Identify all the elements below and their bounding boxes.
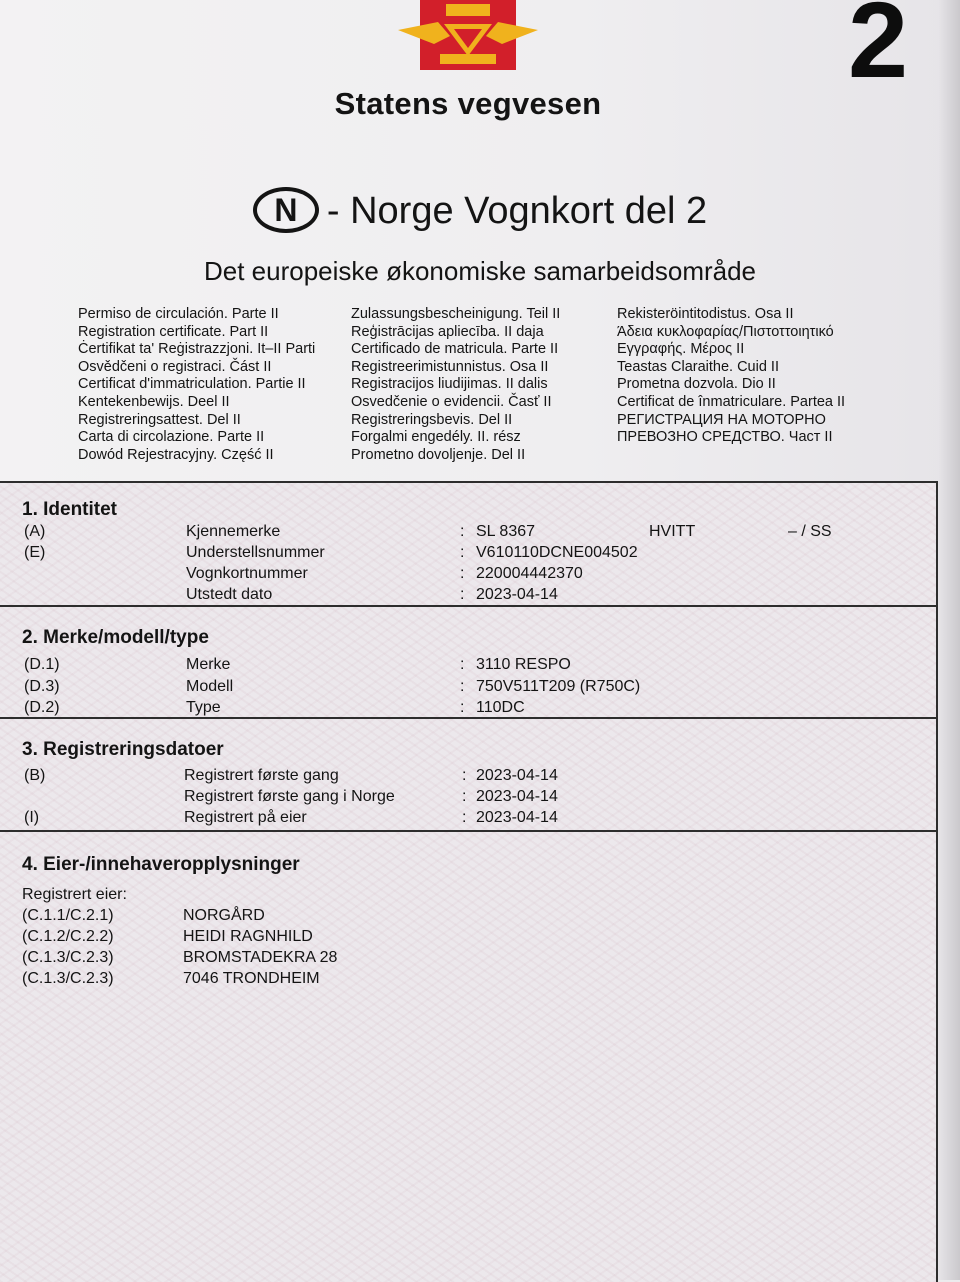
field-row bbox=[0, 767, 936, 789]
field-row bbox=[0, 523, 936, 545]
field-code: (D.1) bbox=[24, 656, 60, 673]
field-value: SL 8367 bbox=[476, 523, 536, 540]
field-code: (C.1.3/C.2.3) bbox=[22, 949, 114, 966]
field-label: Registrert første gang i Norge bbox=[184, 788, 395, 805]
field-colon: : bbox=[460, 699, 465, 716]
document-subtitle: Det europeiske økonomiske samarbeidsområde bbox=[203, 256, 757, 286]
field-value: BROMSTADEKRA 28 bbox=[183, 949, 338, 966]
field-value: 220004442370 bbox=[476, 565, 583, 582]
field-value: 110DC bbox=[476, 699, 525, 716]
multilingual-line: Registreringsattest. Del II bbox=[78, 411, 241, 428]
multilingual-line: Kentekenbewijs. Deel II bbox=[78, 393, 230, 410]
field-value: 2023-04-14 bbox=[476, 809, 558, 826]
field-colon: : bbox=[462, 809, 467, 826]
multilingual-line: Ċertifikat ta' Reġistrazzjoni. It–II Parti bbox=[78, 341, 316, 358]
field-label: Registrert første gang bbox=[184, 767, 339, 784]
field-extra-value: – / SS bbox=[788, 523, 832, 540]
owner-row bbox=[0, 928, 936, 950]
agency-name: Statens vegvesen bbox=[334, 86, 602, 121]
field-label: Type bbox=[186, 699, 221, 716]
page-number: 2 bbox=[848, 0, 909, 100]
multilingual-column-1 bbox=[78, 306, 315, 464]
field-colon: : bbox=[460, 586, 465, 603]
field-colon: : bbox=[460, 678, 465, 695]
field-row bbox=[0, 565, 936, 587]
owner-row bbox=[0, 907, 936, 929]
field-label: Merke bbox=[186, 656, 231, 673]
multilingual-line: Prometna dozvola. Dio II bbox=[617, 376, 776, 393]
field-value: 7046 TRONDHEIM bbox=[183, 970, 320, 987]
multilingual-line: Certificat de înmatriculare. Partea II bbox=[617, 393, 846, 410]
field-value: 750V511T209 (R750C) bbox=[476, 678, 641, 695]
field-colon: : bbox=[460, 544, 465, 561]
owner-heading bbox=[0, 886, 936, 908]
multilingual-column-3 bbox=[617, 306, 845, 447]
field-value: 2023-04-14 bbox=[476, 788, 558, 805]
owner-row bbox=[0, 949, 936, 971]
field-label: Registrert på eier bbox=[184, 809, 307, 826]
multilingual-line: Εγγραφής. Μέρος II bbox=[617, 341, 745, 358]
section-title: 1. Identitet bbox=[22, 499, 118, 520]
owner-heading-label: Registrert eier: bbox=[22, 886, 127, 903]
multilingual-column-2 bbox=[351, 306, 560, 464]
field-row bbox=[0, 809, 936, 831]
multilingual-line: Certificat d'immatriculation. Partie II bbox=[78, 376, 306, 393]
multilingual-line: Osvedčenie o evidencii. Časť II bbox=[351, 393, 552, 410]
multilingual-line: Certificado de matricula. Parte II bbox=[351, 341, 559, 358]
multilingual-line: Zulassungsbescheinigung. Teil II bbox=[351, 306, 561, 322]
document-title bbox=[0, 186, 960, 236]
multilingual-line: ПРЕВОЗНО СРЕДСТВО. Част II bbox=[617, 429, 833, 446]
multilingual-line: Osvědčeni o registraci. Část II bbox=[78, 358, 272, 375]
section-title: 3. Registreringsdatoer bbox=[22, 739, 224, 760]
country-code-badge: N bbox=[253, 187, 319, 233]
multilingual-line: Forgalmi engedély. II. rész bbox=[351, 429, 521, 446]
field-colon: : bbox=[462, 788, 467, 805]
multilingual-line: Carta di circolazione. Parte II bbox=[78, 429, 265, 446]
field-row bbox=[0, 656, 936, 678]
field-code: (C.1.1/C.2.1) bbox=[22, 907, 114, 924]
field-code: (E) bbox=[24, 544, 46, 561]
field-code: (C.1.2/C.2.2) bbox=[22, 928, 114, 945]
multilingual-line: Registracijos liudijimas. II dalis bbox=[351, 376, 548, 393]
field-colon: : bbox=[460, 565, 465, 582]
multilingual-line: Permiso de circulación. Parte II bbox=[78, 306, 279, 322]
field-value: V610110DCNE004502 bbox=[476, 544, 638, 561]
field-value: NORGÅRD bbox=[183, 907, 265, 924]
multilingual-line: Dowód Rejestracyjny. Część II bbox=[78, 446, 274, 463]
section-registreringsdatoer bbox=[0, 717, 938, 832]
field-value: 2023-04-14 bbox=[476, 586, 558, 603]
field-label: Vognkortnummer bbox=[186, 565, 308, 582]
title-text: - Norge Vognkort del 2 bbox=[326, 190, 708, 232]
field-code: (D.2) bbox=[24, 699, 60, 716]
field-value: 2023-04-14 bbox=[476, 767, 558, 784]
field-value: HEIDI RAGNHILD bbox=[183, 928, 313, 945]
owner-row bbox=[0, 970, 936, 992]
field-code: (C.1.3/C.2.3) bbox=[22, 970, 114, 987]
multilingual-line: Registreringsbevis. Del II bbox=[351, 411, 513, 428]
multilingual-line: Άδεια κυκλοφαρίας/Πιστοττοιητικό bbox=[617, 323, 834, 340]
field-colon: : bbox=[462, 767, 467, 784]
field-code: (A) bbox=[24, 523, 46, 540]
field-label: Understellsnummer bbox=[186, 544, 325, 561]
field-value: 3110 RESPO bbox=[476, 656, 571, 673]
field-colon: : bbox=[460, 523, 465, 540]
multilingual-line: Teastas Claraithe. Cuid II bbox=[617, 358, 779, 375]
section-merke-modell-type bbox=[0, 605, 938, 719]
field-row bbox=[0, 788, 936, 810]
multilingual-line: Registration certificate. Part II bbox=[78, 323, 269, 340]
field-code: (D.3) bbox=[24, 678, 60, 695]
coat-of-arms-logo bbox=[398, 0, 538, 76]
multilingual-line: Registreerimistunnistus. Osa II bbox=[351, 358, 549, 375]
multilingual-line: Prometno dovoljenje. Del II bbox=[351, 446, 526, 463]
field-row bbox=[0, 544, 936, 566]
field-label: Kjennemerke bbox=[186, 523, 281, 540]
field-code: (B) bbox=[24, 767, 46, 784]
field-row bbox=[0, 678, 936, 700]
section-eier-innehaveropplysninger bbox=[0, 830, 938, 1282]
multilingual-line: РЕГИСТРАЦИЯ НА МОТОРНО bbox=[617, 411, 826, 428]
field-label: Utstedt dato bbox=[186, 586, 273, 603]
field-color-value: HVITT bbox=[649, 523, 696, 540]
multilingual-line: Rekisteröintitodistus. Osa II bbox=[617, 306, 794, 322]
field-code: (I) bbox=[24, 809, 40, 826]
section-title: 2. Merke/modell/type bbox=[22, 627, 209, 648]
field-colon: : bbox=[460, 656, 465, 673]
multilingual-line: Reģistrācijas apliecība. II daja bbox=[351, 323, 544, 340]
field-label: Modell bbox=[186, 678, 234, 695]
section-title: 4. Eier-/innehaveropplysninger bbox=[22, 854, 300, 875]
section-identitet bbox=[0, 481, 938, 607]
